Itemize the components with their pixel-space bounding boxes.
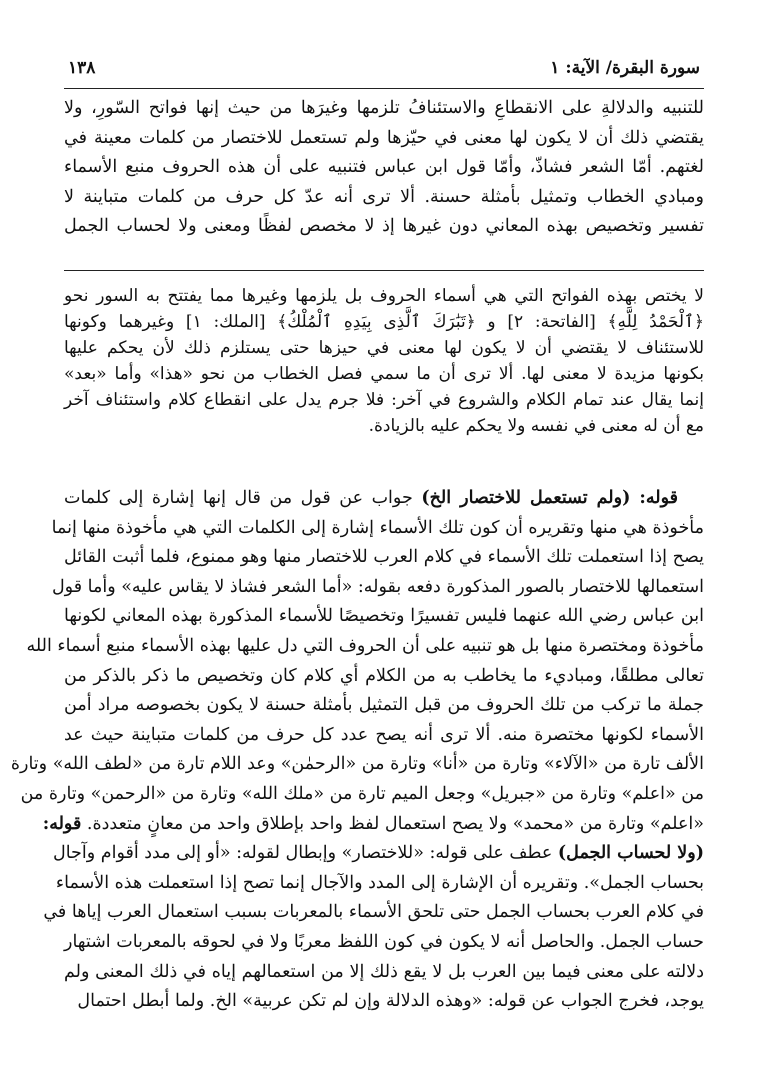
- text-segment: مأخوذة ومختصرة منها بل هو تنبيه على أن الحروف التي دل عليها بهذه الأسماء منبع أسماء الله: [26, 635, 704, 656]
- text-segment: جملة ما تركب من تلك الحروف من قبل التمثيل بأمثلة حسنة لا يكون بخصوصه مراد أمن: [64, 695, 704, 716]
- text-line: [64, 413, 704, 439]
- page-number: ١٣٨: [68, 58, 96, 78]
- text-segment: حساب الجمل. والحاصل أنه لا يكون في كون اللفظ معربًا ولا في لحوقه بالمعربات اشتهار: [64, 931, 704, 952]
- text-segment: للتنبيه والدلالةِ على الانقطاعِ والاستئنافُ تلزمها وغيرَها من حيث إنها فواتح السّورِ، ولا: [64, 98, 704, 118]
- text-segment: الأسماء لكونها مختصرة منه. ألا ترى أنه يصح عدد كل حرف من كلمات متباينة حيث عد: [64, 724, 704, 745]
- text-line: [64, 283, 704, 309]
- bold-lemma: قوله:: [42, 813, 82, 834]
- running-header: [64, 58, 704, 84]
- text-segment: في كلام العرب بحساب الجمل حتى تلحق الأسماء بالمعربات بسبب استعمال العرب إياها في: [43, 902, 704, 923]
- text-line: [64, 124, 704, 154]
- text-segment: تعالى مطلقًا، ومباديء ما يخاطب به من الكلام أي كلام كان وتخصيص ما ذكر بالذكر من: [64, 665, 704, 686]
- text-line: [42, 810, 704, 840]
- text-line: [64, 309, 704, 335]
- text-line: [64, 212, 704, 242]
- header-rule: [64, 88, 704, 89]
- text-segment: «اعلم» وتارة من «محمد» ولا يصح استعمال لفظ واحد بإطلاق واحد من معانٍ متعددة.: [81, 813, 704, 834]
- text-segment: استعمالها للاختصار بالصور المذكورة دفعه بقوله: «أما الشعر فشاذ لا يقاس عليه» وأما قول: [51, 576, 704, 597]
- text-segment: يقتضي ذلك أن لا يكون لها معنى في حيّزها ولم تستعمل للاختصار من كلمات معينة في: [64, 127, 704, 148]
- text-line: [64, 543, 704, 573]
- text-segment: ابن عباس رضي الله عنهما فليس تفسيرًا وتخصيصًا للأسماء المذكورة بهذه المعاني لكونها: [64, 606, 704, 627]
- text-segment: يوجد، فخرج الجواب عن قوله: «وهذه الدلالة وإن لم تكن عربية» الخ. ولما أبطل احتمال: [77, 991, 704, 1012]
- text-segment: جواب عن قول من قال إنها إشارة إلى كلمات: [64, 488, 422, 508]
- text-segment: لا يختص بهذه الفواتح التي هي أسماء الحروف بل يلزمها وغيرها مما يفتتح به السور نحو: [64, 286, 704, 306]
- bold-lemma: (ولم تستعمل للاختصار الخ): [421, 488, 631, 508]
- bold-lemma: (ولا لحساب الجمل): [557, 843, 704, 864]
- text-segment: الألف تارة من «الآلاء» وتارة من «أنا» وتارة من «الرحمٰن» وعد اللام تارة من «لطف الله» وتارة: [10, 754, 704, 775]
- text-segment: عطف على قوله: «للاختصار» وإبطال لقوله: «أو إلى مدد أقوام وآجال: [53, 843, 558, 864]
- text-line: [64, 691, 704, 721]
- text-segment: من «اعلم» وتارة من «جبريل» وجعل الميم تارة من «ملك الله» وتارة من «الرحمن» وتارة من: [20, 783, 704, 804]
- text-line: [64, 94, 704, 124]
- text-line: [64, 602, 704, 632]
- text-line: [64, 662, 704, 692]
- bold-lemma: قوله:: [630, 488, 678, 508]
- text-segment: مأخوذة هي منها وتقريره أن كون تلك الأسماء إشارة إلى الكلمات التي هي مأخوذة منها إنما: [51, 517, 704, 538]
- commentary-block-1: [64, 283, 704, 439]
- text-segment: لغتهم. أمّا الشعر فشاذّ، وأمّا قول ابن عباس فتنبيه على أن هذه الحروف منبع الأسماء: [64, 157, 704, 177]
- text-segment: بكونها مزيدة لا معنى لها. ألا ترى أن ما سمي فصل الخطاب من نحو «هذا» وأما «بعد»: [64, 364, 704, 384]
- text-line: [10, 750, 704, 780]
- text-segment: دلالته على معنى فيما بين العرب بل لا يقع ذلك إلا من استعمالهم إياه في ذلك المعنى ولم: [64, 961, 704, 982]
- text-line: [64, 928, 704, 958]
- text-line: [64, 387, 704, 413]
- text-line: [51, 514, 704, 544]
- text-line: [51, 573, 704, 603]
- text-line: [64, 361, 704, 387]
- main-text: [64, 94, 704, 242]
- text-line: [64, 958, 704, 988]
- text-segment: للاستئناف لا يقتضي أن لا يكون لها معنى في حيزها حتى يستلزم ذلك لأن يحكم عليها: [64, 338, 704, 358]
- text-line: [55, 869, 704, 899]
- text-segment: يصح إذا استعملت تلك الأسماء في كلام العرب للاختصار منها وهو ممنوع، فلما أثبت القائل: [64, 547, 704, 568]
- text-segment: بحساب الجمل». وتقريره أن الإشارة إلى المدد والآجال إنما تصح إذا استعملت هذه الأسماء: [55, 872, 704, 893]
- text-line: [64, 721, 704, 751]
- text-line: [64, 183, 704, 213]
- text-line: [64, 335, 704, 361]
- text-line: [64, 987, 704, 1017]
- surah-title: سورة البقرة/ الآية: ١: [550, 58, 700, 78]
- text-line: [26, 632, 704, 662]
- text-line: [43, 898, 704, 928]
- text-segment: تفسير وتخصيص بهذه المعاني دون غيرها إذ لا مخصص لفظًا ومعنى ولا لحساب الجمل: [64, 216, 704, 236]
- text-segment: ومبادي الخطاب وتمثيل بأمثلة حسنة. ألا ترى أنه عدّ كل حرف من كلمات متباينة لا: [64, 186, 704, 207]
- text-line: [53, 839, 704, 869]
- text-line: [64, 153, 704, 183]
- text-segment: مع أن له معنى في نفسه ولا يحكم عليه بالزيادة.: [368, 416, 704, 436]
- section-divider: [64, 270, 704, 271]
- commentary-block-2: [10, 484, 704, 1017]
- text-segment: إنما يقال عند تمام الكلام والشروع في آخر: فلا جرم يدل على انقطاع كلام واستئناف آخر: [64, 390, 704, 410]
- text-segment: ﴿ٱلْحَمْدُ لِلَّهِ﴾ [الفاتحة: ٢] و ﴿تَبَٰرَكَ ٱلَّذِى بِيَدِهِ ٱلْمُلْكُ﴾ [الملك: ١] وغيرهما وكونها: [64, 312, 705, 332]
- text-line: [64, 484, 704, 514]
- text-line: [20, 780, 704, 810]
